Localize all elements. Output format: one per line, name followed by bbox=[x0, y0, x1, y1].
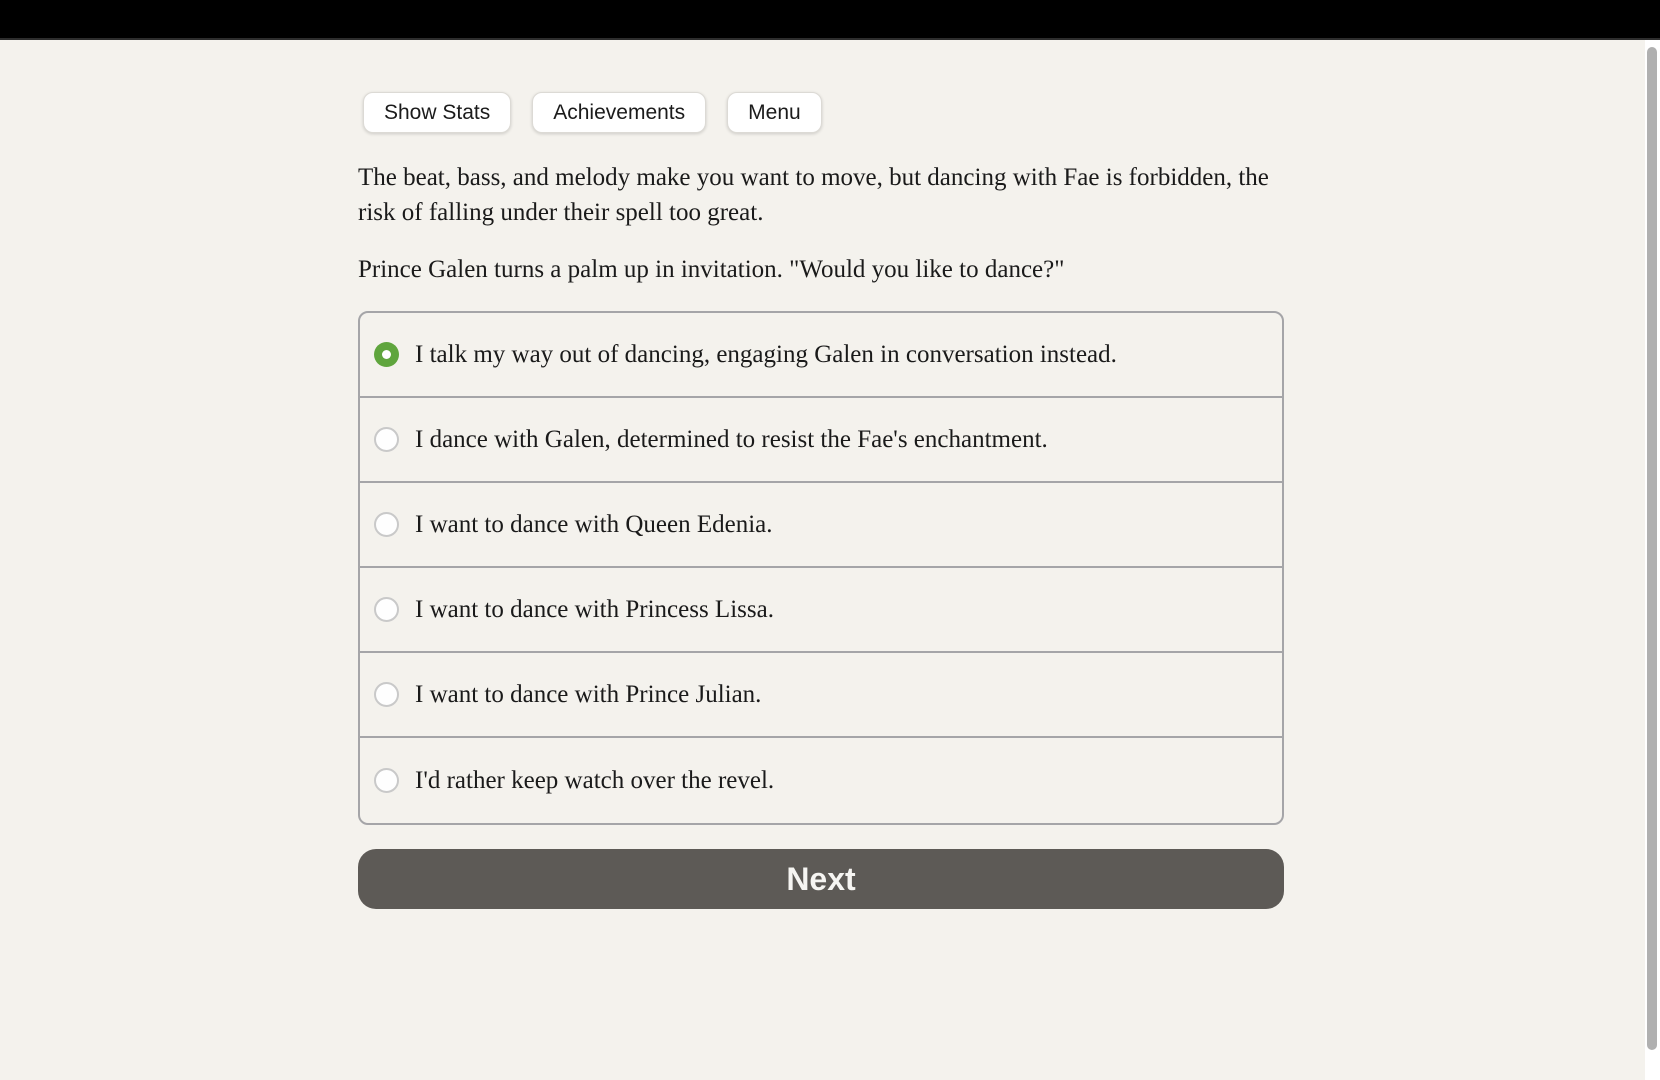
choice-label: I'd rather keep watch over the revel. bbox=[415, 766, 775, 794]
scrollbar-thumb[interactable] bbox=[1647, 47, 1657, 1050]
radio-icon[interactable] bbox=[374, 597, 399, 622]
next-button[interactable]: Next bbox=[358, 849, 1284, 909]
choice-option-1[interactable] bbox=[360, 313, 1282, 398]
choice-option-2[interactable] bbox=[360, 398, 1282, 483]
toolbar bbox=[363, 92, 1284, 133]
choice-option-4[interactable] bbox=[360, 568, 1282, 653]
story-paragraph: The beat, bass, and melody make you want to move, but dancing with Fae is forbidden, the risk of falling under their spell too great. bbox=[358, 164, 1269, 226]
choice-option-3[interactable] bbox=[360, 483, 1282, 568]
radio-icon[interactable] bbox=[374, 427, 399, 452]
radio-icon[interactable] bbox=[374, 682, 399, 707]
scrollbar-track[interactable] bbox=[1645, 40, 1660, 1080]
choice-label: I talk my way out of dancing, engaging Galen in conversation instead. bbox=[415, 340, 1117, 368]
choice-label: I want to dance with Prince Julian. bbox=[415, 680, 762, 708]
top-bar bbox=[0, 0, 1660, 40]
achievements-button[interactable]: Achievements bbox=[532, 92, 706, 133]
radio-icon[interactable] bbox=[374, 768, 399, 793]
menu-button[interactable]: Menu bbox=[727, 92, 822, 133]
choice-label: I want to dance with Queen Edenia. bbox=[415, 510, 773, 538]
show-stats-button[interactable]: Show Stats bbox=[363, 92, 511, 133]
story-paragraph: Prince Galen turns a palm up in invitation. "Would you like to dance?" bbox=[358, 256, 1065, 283]
radio-selected-icon[interactable] bbox=[374, 342, 399, 367]
choice-option-5[interactable] bbox=[360, 653, 1282, 738]
choices-group bbox=[358, 311, 1284, 825]
story-page bbox=[358, 40, 1284, 909]
choice-label: I dance with Galen, determined to resist the Fae's enchantment. bbox=[415, 425, 1048, 453]
choice-option-6[interactable] bbox=[360, 738, 1282, 823]
radio-icon[interactable] bbox=[374, 512, 399, 537]
choice-label: I want to dance with Princess Lissa. bbox=[415, 595, 774, 623]
